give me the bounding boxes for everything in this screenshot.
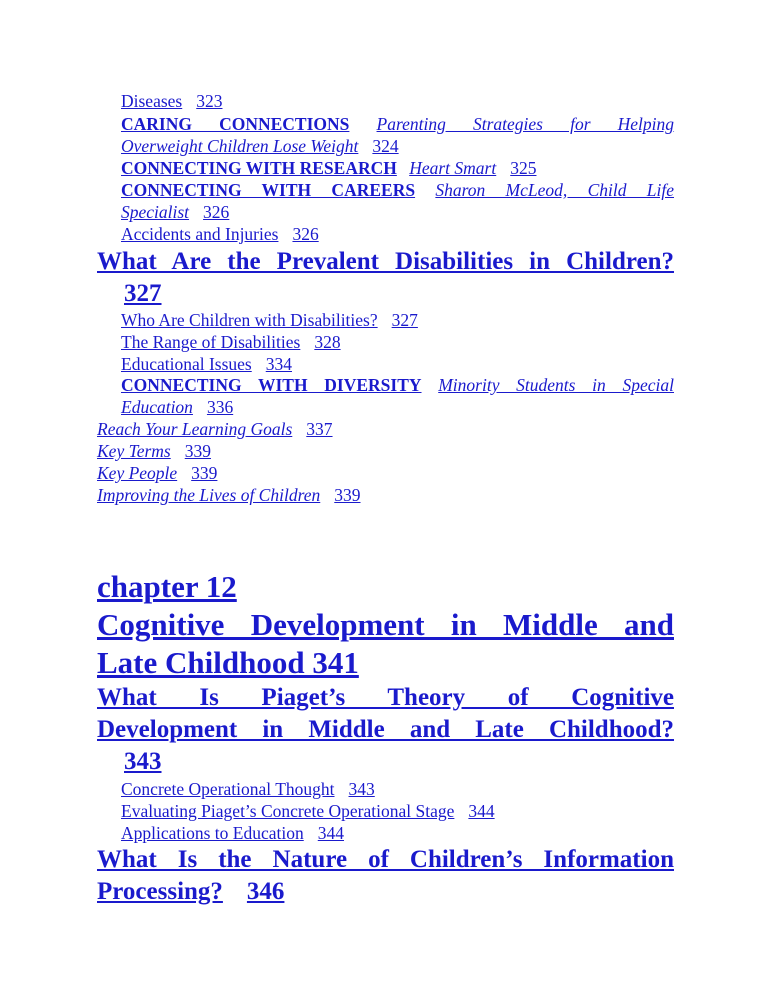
toc-section-disabilities-page[interactable] xyxy=(124,277,674,310)
toc-entry-page[interactable]: 344 xyxy=(317,823,344,843)
toc-entry-title[interactable]: Heart Smart xyxy=(409,158,497,178)
toc-section-title[interactable]: Development in Middle and Late Childhood? xyxy=(97,716,674,743)
toc-entry-connecting-diversity[interactable] xyxy=(121,374,674,396)
toc-section-title[interactable]: Processing? xyxy=(97,878,223,905)
toc-entry-title[interactable]: Parenting Strategies for Helping xyxy=(376,114,675,134)
toc-entry-page[interactable]: 327 xyxy=(391,310,418,330)
toc-entry-page[interactable]: 326 xyxy=(203,202,230,222)
toc-entry-caring-connections[interactable] xyxy=(121,113,674,135)
toc-entry-title[interactable]: Accidents and Injuries xyxy=(121,224,279,244)
toc-entry-concrete-thought[interactable] xyxy=(121,778,674,800)
toc-entry-educational-issues[interactable] xyxy=(121,353,674,375)
toc-entry-title[interactable]: Key People xyxy=(97,463,178,483)
toc-section-page[interactable]: 343 xyxy=(124,748,162,775)
toc-section-page[interactable]: 346 xyxy=(246,878,285,905)
toc-section-title[interactable]: What Are the Prevalent Disabilities in Children? xyxy=(97,248,674,275)
toc-entry-page[interactable]: 323 xyxy=(196,91,223,111)
toc-entry-key-terms[interactable] xyxy=(97,440,674,462)
toc-entry-title[interactable]: Diseases xyxy=(121,91,183,111)
toc-entry-title[interactable]: Reach Your Learning Goals xyxy=(97,419,293,439)
toc-section-disabilities[interactable] xyxy=(97,245,674,278)
toc-entry-connecting-research[interactable] xyxy=(121,157,674,179)
chapter-label[interactable] xyxy=(97,568,674,606)
toc-box-label[interactable]: CONNECTING WITH CAREERS xyxy=(121,180,416,200)
toc-entry-improving-lives[interactable] xyxy=(97,484,674,506)
toc-entry-title[interactable]: Key Terms xyxy=(97,441,171,461)
toc-entry-page[interactable]: 337 xyxy=(306,419,333,439)
toc-entry-page[interactable]: 343 xyxy=(348,779,375,799)
toc-section-page[interactable]: 327 xyxy=(124,280,162,307)
toc-entry-accidents[interactable] xyxy=(121,223,674,245)
toc-section-info-line1[interactable] xyxy=(97,843,674,876)
toc-entry-title[interactable]: Educational Issues xyxy=(121,354,252,374)
toc-entry-range[interactable] xyxy=(121,331,674,353)
toc-entry-evaluating-piaget[interactable] xyxy=(121,800,674,822)
toc-entry-title[interactable]: Sharon McLeod, Child Life xyxy=(435,180,674,200)
toc-entry-caring-connections-cont[interactable] xyxy=(121,135,674,157)
toc-box-label[interactable]: CONNECTING WITH RESEARCH xyxy=(121,158,397,178)
toc-entry-page[interactable]: 339 xyxy=(191,463,218,483)
toc-entry-page[interactable]: 325 xyxy=(510,158,537,178)
toc-entry-key-people[interactable] xyxy=(97,462,674,484)
toc-entry-title[interactable]: Improving the Lives of Children xyxy=(97,485,321,505)
toc-entry-connecting-diversity-cont[interactable] xyxy=(121,396,674,418)
toc-section-info-line2[interactable] xyxy=(97,875,674,908)
toc-entry-title[interactable]: Concrete Operational Thought xyxy=(121,779,335,799)
chapter-title-line2[interactable] xyxy=(97,644,674,682)
toc-entry-page[interactable]: 328 xyxy=(314,332,341,352)
toc-entry-title[interactable]: Overweight Children Lose Weight xyxy=(121,136,359,156)
toc-section-title[interactable]: What Is the Nature of Children’s Information xyxy=(97,846,674,873)
toc-section-piaget-line1[interactable] xyxy=(97,681,674,714)
toc-entry-page[interactable]: 336 xyxy=(206,397,234,417)
toc-entry-page[interactable]: 344 xyxy=(468,801,495,821)
toc-entry-title[interactable]: Specialist xyxy=(121,202,190,222)
toc-entry-reach-goals[interactable] xyxy=(97,418,674,440)
toc-box-label[interactable]: CONNECTING WITH DIVERSITY xyxy=(121,375,422,395)
toc-entry-title[interactable]: Evaluating Piaget’s Concrete Operational Stage xyxy=(121,801,455,821)
toc-section-title[interactable]: What Is Piaget’s Theory of Cognitive xyxy=(97,684,674,711)
toc-entry-page[interactable]: 326 xyxy=(292,224,319,244)
toc-entry-title[interactable]: Minority Students in Special xyxy=(438,375,674,395)
toc-entry-title[interactable]: Applications to Education xyxy=(121,823,304,843)
toc-entry-title[interactable]: Who Are Children with Disabilities? xyxy=(121,310,378,330)
toc-entry-title[interactable]: Education xyxy=(121,397,193,417)
chapter-title[interactable]: Cognitive Development in Middle and xyxy=(97,607,674,642)
toc-entry-page[interactable]: 339 xyxy=(184,441,211,461)
toc-entry-connecting-careers-cont[interactable] xyxy=(121,201,674,223)
toc-entry-diseases[interactable] xyxy=(121,90,674,112)
toc-entry-who-are[interactable] xyxy=(121,309,674,331)
chapter-title-line1[interactable] xyxy=(97,606,674,644)
toc-entry-page[interactable]: 339 xyxy=(334,485,361,505)
toc-entry-applications[interactable] xyxy=(121,822,674,844)
toc-entry-page[interactable]: 334 xyxy=(265,354,292,374)
chapter-title[interactable]: Late Childhood 341 xyxy=(97,645,359,680)
toc-section-piaget-page[interactable] xyxy=(124,745,674,778)
chapter-number[interactable]: chapter 12 xyxy=(97,569,237,604)
toc-box-label[interactable]: CARING CONNECTIONS xyxy=(121,114,350,134)
toc-entry-page[interactable]: 324 xyxy=(372,136,399,156)
toc-entry-title[interactable]: The Range of Disabilities xyxy=(121,332,301,352)
toc-entry-connecting-careers[interactable] xyxy=(121,179,674,201)
toc-section-piaget-line2[interactable] xyxy=(97,713,674,746)
